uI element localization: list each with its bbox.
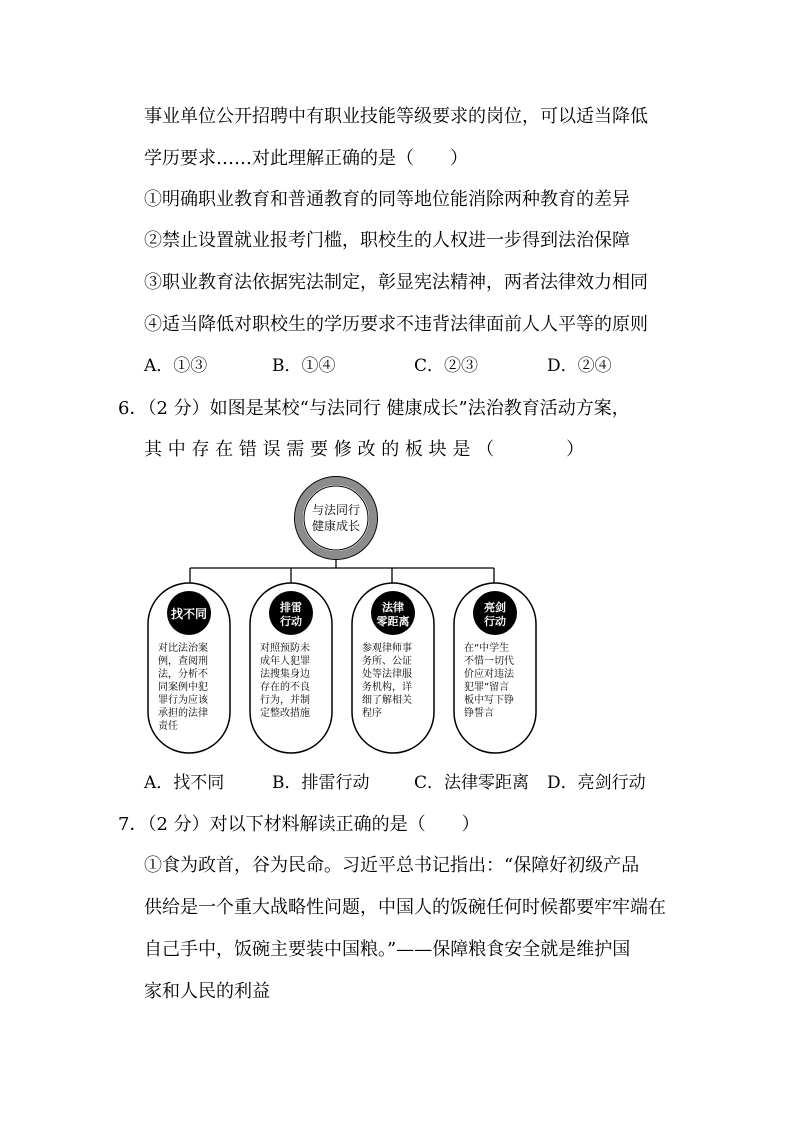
q6-option-a[interactable]: A．找不同 [144,773,225,793]
board-text: 务所、公证 [362,656,412,667]
q5-statement: ②禁止设置就业报考门槛，职校生的人权进一步得到法治保障 [144,230,630,251]
board-zhaobutong [148,583,230,753]
board-text: 犯罪”留言 [464,682,510,693]
q5-option-a[interactable]: A．①③ [144,356,208,376]
board-text: 法搜集身边 [260,669,310,680]
q7-material-line: 自己手中，饭碗主要装中国粮。”——保障粮食安全就是维护国 [144,939,631,960]
q5-stem-line: 学历要求……对此理解正确的是（ ） [144,148,468,169]
board-text: 对照预防未 [260,643,310,654]
board-title: 法律 [382,601,404,614]
board-text: 定整改措施 [260,708,310,719]
board-text: 细了解相关 [362,695,412,706]
q5-statement: ①明确职业教育和普通教育的同等地位能消除两种教育的差异 [144,189,630,210]
q7-stem: 7．（2 分）对以下材料解读正确的是（ ） [118,814,480,835]
board-text: 行为，并制 [260,695,310,706]
board-text: 处等法律服 [362,669,412,680]
board-text: 铮誓言 [464,708,494,719]
board-title: 零距离 [376,615,410,628]
q6-stem-line: 6．（2 分）如图是某校“与法同行 健康成长”法治教育活动方案， [118,398,630,419]
center-title: 与法同行 [311,503,361,517]
board-title: 行动 [484,615,506,628]
q5-option-c[interactable]: C．②③ [414,356,479,376]
board-text: 同案例中犯 [158,682,208,693]
q7-material-line: 供给是一个重大战略性问题，中国人的饭碗任何时候都要牢牢端在 [144,897,666,918]
board-paileixingdong [250,583,332,753]
board-text: 存在的不良 [260,682,310,693]
board-title: 找不同 [170,607,208,621]
q5-statement: ③职业教育法依据宪法制定，彰显宪法精神，两者法律效力相同 [144,272,648,293]
center-title: 健康成长 [311,519,361,533]
q6-stem-line: 其 中 存 在 错 误 需 要 修 改 的 板 块 是 （ ） [144,439,585,460]
q7-material-line: ①食为政首，谷为民命。习近平总书记指出：“保障好初级产品 [144,855,640,876]
board-text: 程序 [362,708,382,719]
board-text: 例，查阅刑 [158,656,208,667]
board-text: 在“中学生 [464,643,510,654]
board-text: 参观律师事 [362,643,412,654]
board-liangjianxingdong [454,583,536,753]
q5-statement: ④适当降低对职校生的学历要求不违背法律面前人人平等的原则 [144,314,648,335]
board-text: 价应对违法 [464,669,514,680]
board-title: 行动 [280,615,302,628]
board-text: 板中写下铮 [464,695,514,706]
board-title: 亮剑 [484,601,506,614]
q5-stem-line: 事业单位公开招聘中有职业技能等级要求的岗位，可以适当降低 [144,106,648,127]
center-ring [299,481,373,555]
board-text: 法，分析不 [158,669,208,680]
board-falvlingjuli [352,583,434,753]
q6-option-d[interactable]: D．亮剑行动 [547,773,646,793]
q6-option-b[interactable]: B．排雷行动 [272,773,370,793]
board-text: 成年人犯罪 [260,656,310,667]
board-text: 务机构，详 [362,682,412,693]
q5-option-b[interactable]: B．①④ [272,356,336,376]
board-text: 承担的法律 [158,708,208,719]
activity-plan-diagram [0,470,794,770]
board-text: 罪行为应该 [158,695,208,706]
q5-option-d[interactable]: D．②④ [547,356,612,376]
q7-material-line: 家和人民的利益 [144,981,270,1002]
q6-option-c[interactable]: C．法律零距离 [414,773,530,793]
board-text: 责任 [158,721,178,732]
board-title: 排雷 [280,601,302,614]
board-text: 不惜一切代 [464,656,514,667]
board-text: 对比法治案 [158,643,208,654]
